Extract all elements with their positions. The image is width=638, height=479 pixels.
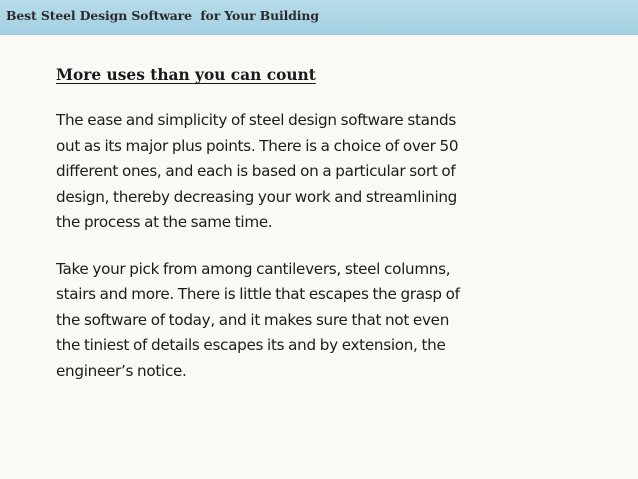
paragraph-line: different ones, and each is based on a particular sort of xyxy=(56,162,456,180)
paragraph-line: the software of today, and it makes sure that not even xyxy=(56,310,450,329)
paragraph-2 xyxy=(56,257,616,385)
paragraph-line: stairs and more. There is little that escapes the grasp of xyxy=(56,285,460,303)
slide-content xyxy=(56,60,616,405)
paragraph-line: design, thereby decreasing your work and streamlining xyxy=(56,187,458,206)
paragraph-line: the process at the same time. xyxy=(56,213,273,231)
title-bar xyxy=(0,0,638,35)
paragraph-line: the tiniest of details escapes its and by extension, the xyxy=(56,336,446,354)
paragraph-line: Take your pick from among cantilevers, steel columns, xyxy=(56,259,451,278)
section-heading: More uses than you can count xyxy=(56,66,316,84)
paragraph-1 xyxy=(56,108,616,236)
paragraph-line: The ease and simplicity of steel design software stands xyxy=(56,111,456,129)
paragraph-line: engineer’s notice. xyxy=(56,361,187,380)
slide-title: Best Steel Design Software for Your Building xyxy=(6,8,319,23)
paragraph-line: out as its major plus points. There is a choice of over 50 xyxy=(56,136,459,155)
